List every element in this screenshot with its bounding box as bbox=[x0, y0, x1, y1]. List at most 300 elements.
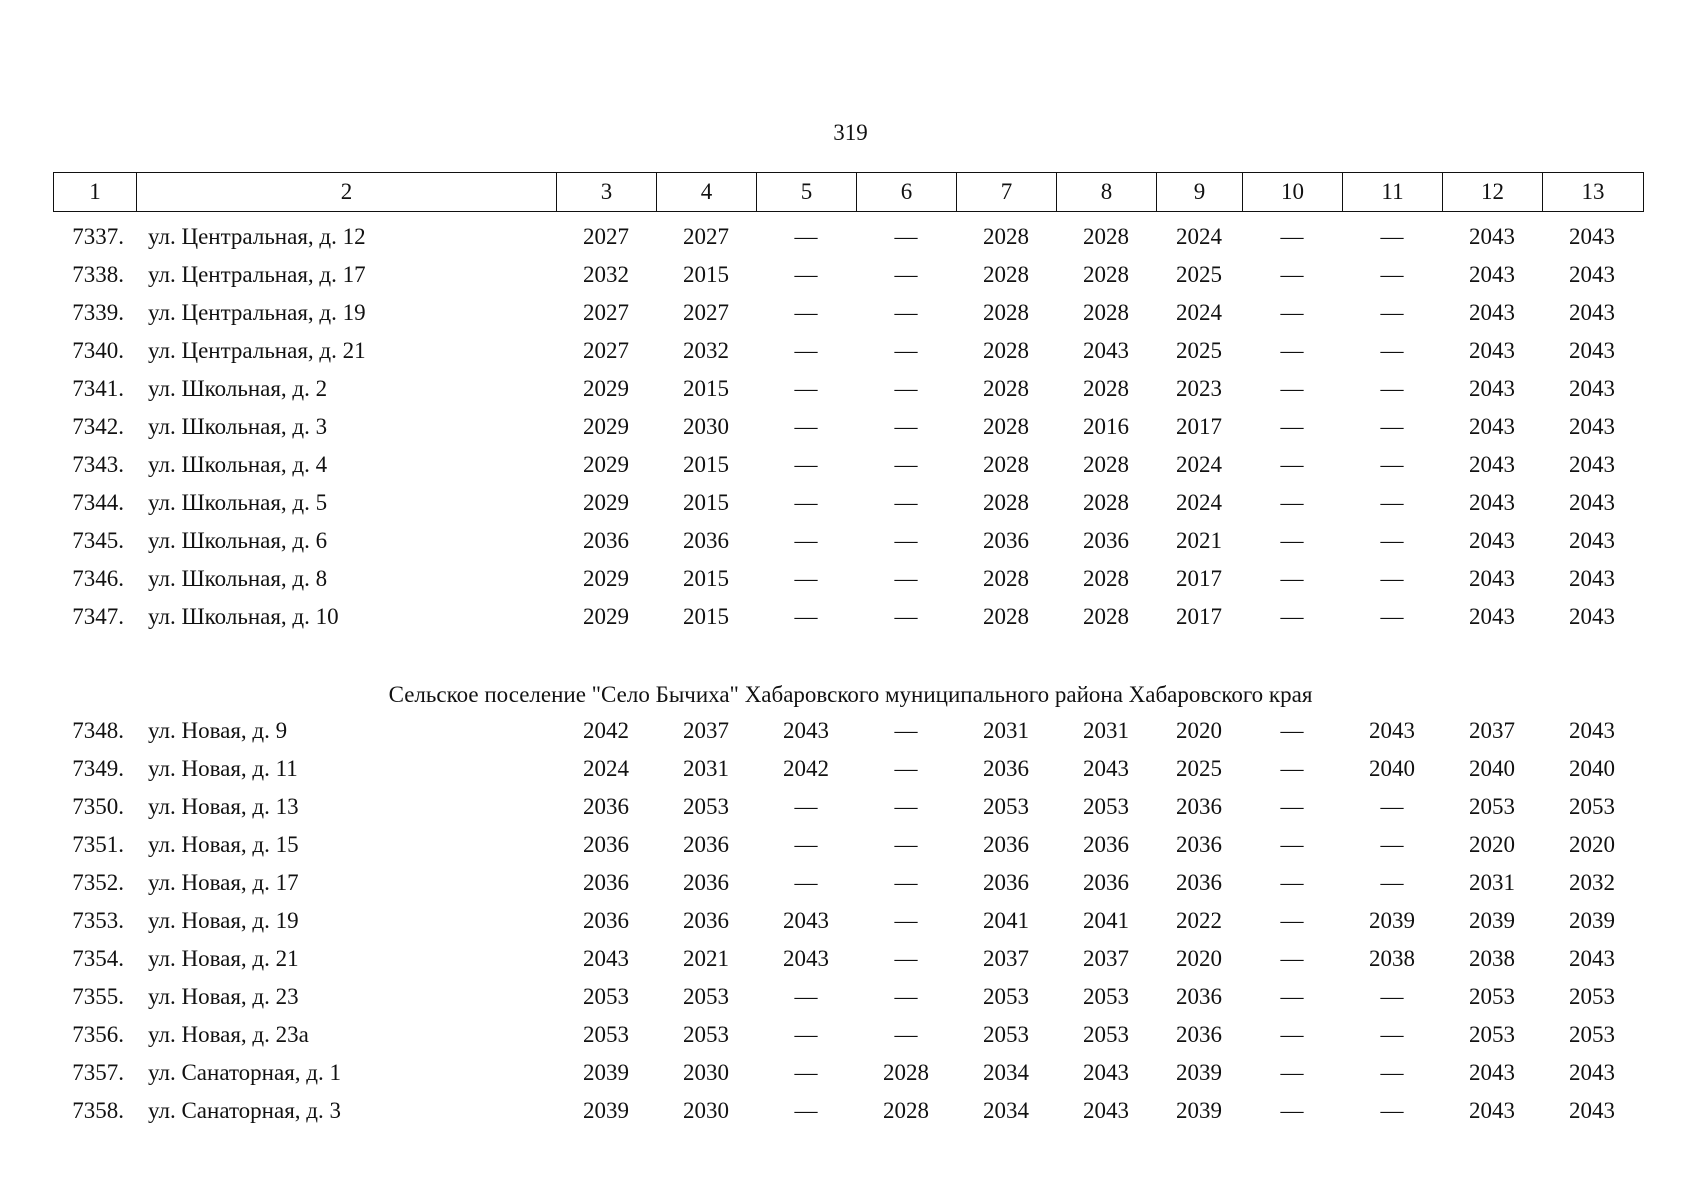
year-cell: 2043 bbox=[1569, 300, 1615, 325]
year-cell: 2028 bbox=[983, 452, 1029, 477]
year-cell: 2030 bbox=[683, 414, 729, 439]
year-cell: 2042 bbox=[783, 756, 829, 781]
year-cell: 2053 bbox=[983, 794, 1029, 819]
table-section-2 bbox=[53, 712, 1642, 1130]
year-cell: — bbox=[794, 338, 818, 363]
header-cell: 4 bbox=[657, 173, 757, 211]
year-cell: — bbox=[1280, 452, 1304, 477]
year-cell: — bbox=[1280, 300, 1304, 325]
year-cell: 2020 bbox=[1469, 832, 1515, 857]
address-cell: ул. Центральная, д. 17 bbox=[148, 262, 366, 287]
table-row bbox=[53, 408, 1642, 446]
table-row bbox=[53, 940, 1642, 978]
year-cell: 2043 bbox=[1469, 414, 1515, 439]
year-cell: 2028 bbox=[1083, 300, 1129, 325]
address-cell: ул. Новая, д. 15 bbox=[148, 832, 299, 857]
year-cell: — bbox=[1380, 1060, 1404, 1085]
year-cell: 2031 bbox=[1083, 718, 1129, 743]
address-cell: ул. Санаторная, д. 1 bbox=[148, 1060, 341, 1085]
year-cell: 2043 bbox=[1569, 946, 1615, 971]
header-cell: 7 bbox=[957, 173, 1057, 211]
year-cell: 2043 bbox=[1469, 604, 1515, 629]
year-cell: 2028 bbox=[983, 376, 1029, 401]
year-cell: 2036 bbox=[583, 528, 629, 553]
year-cell: 2043 bbox=[1569, 490, 1615, 515]
year-cell: 2036 bbox=[1176, 870, 1222, 895]
year-cell: 2053 bbox=[683, 794, 729, 819]
header-cell: 12 bbox=[1443, 173, 1543, 211]
header-cell: 3 bbox=[557, 173, 657, 211]
year-cell: 2038 bbox=[1369, 946, 1415, 971]
row-number: 7358. bbox=[72, 1098, 124, 1123]
table-row bbox=[53, 560, 1642, 598]
address-cell: ул. Новая, д. 23а bbox=[148, 1022, 309, 1047]
year-cell: 2034 bbox=[983, 1098, 1029, 1123]
address-cell: ул. Школьная, д. 10 bbox=[148, 604, 339, 629]
year-cell: — bbox=[794, 794, 818, 819]
year-cell: 2030 bbox=[683, 1098, 729, 1123]
year-cell: — bbox=[1280, 224, 1304, 249]
year-cell: 2053 bbox=[1083, 794, 1129, 819]
header-cell: 8 bbox=[1057, 173, 1157, 211]
address-cell: ул. Школьная, д. 4 bbox=[148, 452, 328, 477]
year-cell: 2039 bbox=[583, 1098, 629, 1123]
table-header bbox=[53, 172, 1644, 212]
year-cell: 2043 bbox=[1569, 1098, 1615, 1123]
year-cell: 2020 bbox=[1569, 832, 1615, 857]
year-cell: 2027 bbox=[583, 338, 629, 363]
year-cell: 2036 bbox=[583, 794, 629, 819]
year-cell: 2043 bbox=[1469, 566, 1515, 591]
year-cell: — bbox=[894, 756, 918, 781]
year-cell: 2036 bbox=[1176, 984, 1222, 1009]
row-number: 7345. bbox=[72, 528, 124, 553]
year-cell: — bbox=[794, 224, 818, 249]
year-cell: — bbox=[1380, 832, 1404, 857]
year-cell: — bbox=[1280, 490, 1304, 515]
year-cell: 2043 bbox=[1569, 604, 1615, 629]
address-cell: ул. Новая, д. 19 bbox=[148, 908, 299, 933]
table-row bbox=[53, 218, 1642, 256]
year-cell: 2036 bbox=[683, 870, 729, 895]
year-cell: — bbox=[1280, 870, 1304, 895]
year-cell: 2032 bbox=[1569, 870, 1615, 895]
year-cell: 2053 bbox=[983, 984, 1029, 1009]
year-cell: — bbox=[794, 604, 818, 629]
year-cell: — bbox=[1280, 908, 1304, 933]
year-cell: — bbox=[1380, 338, 1404, 363]
row-number: 7343. bbox=[72, 452, 124, 477]
address-cell: ул. Школьная, д. 6 bbox=[148, 528, 328, 553]
year-cell: 2038 bbox=[1469, 946, 1515, 971]
year-cell: 2024 bbox=[1176, 224, 1222, 249]
year-cell: — bbox=[1380, 376, 1404, 401]
year-cell: — bbox=[1380, 1098, 1404, 1123]
year-cell: 2024 bbox=[1176, 452, 1222, 477]
year-cell: 2027 bbox=[683, 300, 729, 325]
year-cell: 2043 bbox=[1469, 224, 1515, 249]
year-cell: — bbox=[794, 1098, 818, 1123]
row-number: 7339. bbox=[72, 300, 124, 325]
year-cell: 2028 bbox=[883, 1098, 929, 1123]
year-cell: 2036 bbox=[1176, 1022, 1222, 1047]
year-cell: 2034 bbox=[983, 1060, 1029, 1085]
year-cell: 2032 bbox=[683, 338, 729, 363]
table-section-1 bbox=[53, 218, 1642, 636]
year-cell: 2015 bbox=[683, 604, 729, 629]
year-cell: 2028 bbox=[983, 566, 1029, 591]
year-cell: — bbox=[894, 718, 918, 743]
year-cell: 2022 bbox=[1176, 908, 1222, 933]
year-cell: 2029 bbox=[583, 604, 629, 629]
year-cell: — bbox=[794, 300, 818, 325]
year-cell: 2053 bbox=[1469, 984, 1515, 1009]
year-cell: — bbox=[1380, 566, 1404, 591]
year-cell: 2024 bbox=[1176, 490, 1222, 515]
year-cell: 2028 bbox=[1083, 376, 1129, 401]
year-cell: 2028 bbox=[983, 490, 1029, 515]
table-row bbox=[53, 522, 1642, 560]
year-cell: 2043 bbox=[1469, 262, 1515, 287]
year-cell: — bbox=[1280, 262, 1304, 287]
year-cell: 2015 bbox=[683, 452, 729, 477]
year-cell: 2043 bbox=[1569, 262, 1615, 287]
year-cell: 2041 bbox=[983, 908, 1029, 933]
year-cell: — bbox=[894, 794, 918, 819]
year-cell: — bbox=[894, 870, 918, 895]
year-cell: 2041 bbox=[1083, 908, 1129, 933]
year-cell: 2039 bbox=[1369, 908, 1415, 933]
year-cell: 2016 bbox=[1083, 414, 1129, 439]
year-cell: 2039 bbox=[1569, 908, 1615, 933]
year-cell: — bbox=[1380, 300, 1404, 325]
table-row bbox=[53, 1092, 1642, 1130]
year-cell: 2043 bbox=[1569, 566, 1615, 591]
row-number: 7340. bbox=[72, 338, 124, 363]
year-cell: 2029 bbox=[583, 414, 629, 439]
header-cell: 11 bbox=[1343, 173, 1443, 211]
year-cell: 2021 bbox=[1176, 528, 1222, 553]
year-cell: 2029 bbox=[583, 376, 629, 401]
year-cell: — bbox=[894, 414, 918, 439]
year-cell: 2043 bbox=[1469, 376, 1515, 401]
year-cell: 2028 bbox=[883, 1060, 929, 1085]
table-row bbox=[53, 902, 1642, 940]
year-cell: 2043 bbox=[1083, 338, 1129, 363]
section-title: Сельское поселение "Село Бычиха" Хабаровского муниципального района Хабаровского края bbox=[388, 682, 1313, 707]
year-cell: — bbox=[794, 870, 818, 895]
table-row bbox=[53, 1016, 1642, 1054]
year-cell: — bbox=[894, 490, 918, 515]
year-cell: — bbox=[1280, 718, 1304, 743]
year-cell: 2043 bbox=[1083, 1060, 1129, 1085]
header-cell: 13 bbox=[1581, 179, 1605, 204]
year-cell: 2036 bbox=[583, 832, 629, 857]
year-cell: — bbox=[1380, 224, 1404, 249]
year-cell: — bbox=[894, 376, 918, 401]
year-cell: — bbox=[794, 262, 818, 287]
year-cell: 2039 bbox=[1469, 908, 1515, 933]
year-cell: 2028 bbox=[983, 224, 1029, 249]
year-cell: 2028 bbox=[1083, 566, 1129, 591]
header-cell: 5 bbox=[757, 173, 857, 211]
year-cell: 2053 bbox=[1569, 794, 1615, 819]
row-number: 7350. bbox=[72, 794, 124, 819]
year-cell: 2027 bbox=[683, 224, 729, 249]
year-cell: — bbox=[794, 832, 818, 857]
year-cell: 2025 bbox=[1176, 338, 1222, 363]
address-cell: ул. Новая, д. 11 bbox=[148, 756, 298, 781]
year-cell: 2036 bbox=[983, 756, 1029, 781]
row-number: 7351. bbox=[72, 832, 124, 857]
year-cell: 2028 bbox=[1083, 490, 1129, 515]
year-cell: — bbox=[1380, 490, 1404, 515]
year-cell: 2053 bbox=[683, 1022, 729, 1047]
year-cell: — bbox=[1280, 832, 1304, 857]
year-cell: — bbox=[1380, 452, 1404, 477]
year-cell: 2043 bbox=[1569, 338, 1615, 363]
year-cell: 2037 bbox=[683, 718, 729, 743]
year-cell: — bbox=[1380, 528, 1404, 553]
address-cell: ул. Новая, д. 17 bbox=[148, 870, 299, 895]
year-cell: — bbox=[894, 604, 918, 629]
year-cell: 2025 bbox=[1176, 756, 1222, 781]
header-cell: 9 bbox=[1157, 173, 1243, 211]
year-cell: — bbox=[894, 338, 918, 363]
year-cell: 2043 bbox=[1569, 414, 1615, 439]
year-cell: 2043 bbox=[1469, 528, 1515, 553]
year-cell: — bbox=[794, 1060, 818, 1085]
year-cell: 2053 bbox=[1569, 984, 1615, 1009]
row-number: 7347. bbox=[72, 604, 124, 629]
year-cell: — bbox=[1280, 414, 1304, 439]
year-cell: 2043 bbox=[783, 718, 829, 743]
year-cell: 2015 bbox=[683, 490, 729, 515]
year-cell: 2043 bbox=[1469, 490, 1515, 515]
year-cell: 2053 bbox=[583, 1022, 629, 1047]
year-cell: 2053 bbox=[1083, 1022, 1129, 1047]
header-cell: 6 bbox=[857, 173, 957, 211]
year-cell: — bbox=[894, 832, 918, 857]
year-cell: — bbox=[894, 452, 918, 477]
year-cell: 2036 bbox=[983, 870, 1029, 895]
table-row bbox=[53, 826, 1642, 864]
year-cell: — bbox=[1280, 756, 1304, 781]
year-cell: — bbox=[794, 984, 818, 1009]
row-number: 7357. bbox=[72, 1060, 124, 1085]
year-cell: — bbox=[894, 262, 918, 287]
year-cell: 2043 bbox=[1469, 338, 1515, 363]
year-cell: — bbox=[794, 566, 818, 591]
year-cell: 2043 bbox=[1469, 452, 1515, 477]
row-number: 7352. bbox=[72, 870, 124, 895]
address-cell: ул. Центральная, д. 19 bbox=[148, 300, 366, 325]
year-cell: 2039 bbox=[1176, 1098, 1222, 1123]
address-cell: ул. Новая, д. 13 bbox=[148, 794, 299, 819]
year-cell: 2029 bbox=[583, 490, 629, 515]
year-cell: 2036 bbox=[683, 528, 729, 553]
year-cell: 2039 bbox=[1176, 1060, 1222, 1085]
year-cell: 2025 bbox=[1176, 262, 1222, 287]
table-row bbox=[53, 1054, 1642, 1092]
year-cell: — bbox=[1380, 984, 1404, 1009]
year-cell: — bbox=[894, 908, 918, 933]
address-cell: ул. Центральная, д. 12 bbox=[148, 224, 366, 249]
year-cell: 2036 bbox=[683, 908, 729, 933]
year-cell: 2043 bbox=[783, 908, 829, 933]
year-cell: 2028 bbox=[983, 414, 1029, 439]
table-row bbox=[53, 332, 1642, 370]
table-row bbox=[53, 370, 1642, 408]
year-cell: 2031 bbox=[683, 756, 729, 781]
year-cell: — bbox=[794, 452, 818, 477]
year-cell: — bbox=[1280, 1060, 1304, 1085]
year-cell: 2021 bbox=[683, 946, 729, 971]
year-cell: 2028 bbox=[983, 604, 1029, 629]
year-cell: — bbox=[1380, 262, 1404, 287]
year-cell: 2043 bbox=[1569, 224, 1615, 249]
year-cell: — bbox=[1280, 984, 1304, 1009]
year-cell: — bbox=[794, 414, 818, 439]
year-cell: — bbox=[1280, 376, 1304, 401]
year-cell: — bbox=[1380, 870, 1404, 895]
year-cell: 2037 bbox=[1083, 946, 1129, 971]
year-cell: — bbox=[794, 490, 818, 515]
year-cell: — bbox=[894, 300, 918, 325]
year-cell: 2037 bbox=[1469, 718, 1515, 743]
address-cell: ул. Новая, д. 23 bbox=[148, 984, 299, 1009]
year-cell: — bbox=[894, 946, 918, 971]
year-cell: — bbox=[1280, 1098, 1304, 1123]
year-cell: — bbox=[1280, 528, 1304, 553]
year-cell: — bbox=[1280, 604, 1304, 629]
header-cell: 1 bbox=[54, 173, 137, 211]
year-cell: 2024 bbox=[583, 756, 629, 781]
row-number: 7348. bbox=[72, 718, 124, 743]
year-cell: — bbox=[1380, 1022, 1404, 1047]
year-cell: 2053 bbox=[1569, 1022, 1615, 1047]
year-cell: 2029 bbox=[583, 566, 629, 591]
year-cell: 2036 bbox=[683, 832, 729, 857]
year-cell: 2027 bbox=[583, 224, 629, 249]
table-row bbox=[53, 864, 1642, 902]
year-cell: 2036 bbox=[1083, 528, 1129, 553]
year-cell: 2043 bbox=[1083, 756, 1129, 781]
page-number: 319 bbox=[833, 120, 868, 145]
year-cell: 2042 bbox=[583, 718, 629, 743]
year-cell: 2015 bbox=[683, 376, 729, 401]
year-cell: 2043 bbox=[1469, 1098, 1515, 1123]
row-number: 7355. bbox=[72, 984, 124, 1009]
year-cell: 2040 bbox=[1369, 756, 1415, 781]
table-row bbox=[53, 788, 1642, 826]
table-row bbox=[53, 446, 1642, 484]
year-cell: 2037 bbox=[983, 946, 1029, 971]
year-cell: 2028 bbox=[983, 338, 1029, 363]
header-cell: 10 bbox=[1243, 173, 1343, 211]
year-cell: 2043 bbox=[1569, 452, 1615, 477]
year-cell: 2036 bbox=[1083, 870, 1129, 895]
address-cell: ул. Новая, д. 21 bbox=[148, 946, 299, 971]
year-cell: 2017 bbox=[1176, 414, 1222, 439]
year-cell: 2017 bbox=[1176, 604, 1222, 629]
address-cell: ул. Школьная, д. 8 bbox=[148, 566, 328, 591]
year-cell: — bbox=[1380, 794, 1404, 819]
table-row bbox=[53, 750, 1642, 788]
table-row bbox=[53, 598, 1642, 636]
year-cell: — bbox=[1280, 946, 1304, 971]
table-row bbox=[53, 294, 1642, 332]
year-cell: 2028 bbox=[1083, 224, 1129, 249]
year-cell: 2028 bbox=[1083, 452, 1129, 477]
year-cell: 2040 bbox=[1469, 756, 1515, 781]
table-row bbox=[53, 484, 1642, 522]
year-cell: — bbox=[794, 376, 818, 401]
year-cell: — bbox=[794, 528, 818, 553]
table-row bbox=[53, 978, 1642, 1016]
year-cell: 2043 bbox=[583, 946, 629, 971]
year-cell: — bbox=[894, 528, 918, 553]
address-cell: ул. Санаторная, д. 3 bbox=[148, 1098, 341, 1123]
row-number: 7344. bbox=[72, 490, 124, 515]
year-cell: 2015 bbox=[683, 262, 729, 287]
year-cell: 2053 bbox=[1469, 1022, 1515, 1047]
year-cell: 2028 bbox=[983, 262, 1029, 287]
year-cell: 2036 bbox=[583, 870, 629, 895]
year-cell: 2024 bbox=[1176, 300, 1222, 325]
year-cell: 2027 bbox=[583, 300, 629, 325]
year-cell: 2036 bbox=[1176, 832, 1222, 857]
year-cell: 2036 bbox=[583, 908, 629, 933]
year-cell: 2053 bbox=[1469, 794, 1515, 819]
row-number: 7356. bbox=[72, 1022, 124, 1047]
year-cell: — bbox=[1380, 604, 1404, 629]
year-cell: — bbox=[1280, 338, 1304, 363]
year-cell: — bbox=[1280, 566, 1304, 591]
year-cell: 2031 bbox=[1469, 870, 1515, 895]
year-cell: 2043 bbox=[1569, 528, 1615, 553]
row-number: 7353. bbox=[72, 908, 124, 933]
year-cell: 2036 bbox=[983, 528, 1029, 553]
address-cell: ул. Центральная, д. 21 bbox=[148, 338, 366, 363]
year-cell: 2015 bbox=[683, 566, 729, 591]
year-cell: 2023 bbox=[1176, 376, 1222, 401]
year-cell: — bbox=[894, 984, 918, 1009]
header-cell: 2 bbox=[137, 173, 557, 211]
year-cell: — bbox=[894, 566, 918, 591]
year-cell: 2043 bbox=[1469, 1060, 1515, 1085]
year-cell: 2053 bbox=[983, 1022, 1029, 1047]
address-cell: ул. Школьная, д. 3 bbox=[148, 414, 328, 439]
year-cell: 2030 bbox=[683, 1060, 729, 1085]
year-cell: — bbox=[894, 224, 918, 249]
address-cell: ул. Школьная, д. 5 bbox=[148, 490, 328, 515]
year-cell: 2032 bbox=[583, 262, 629, 287]
row-number: 7337. bbox=[72, 224, 124, 249]
year-cell: 2043 bbox=[1469, 300, 1515, 325]
row-number: 7342. bbox=[72, 414, 124, 439]
year-cell: 2043 bbox=[783, 946, 829, 971]
year-cell: 2036 bbox=[983, 832, 1029, 857]
year-cell: 2053 bbox=[583, 984, 629, 1009]
row-number: 7346. bbox=[72, 566, 124, 591]
year-cell: — bbox=[1280, 1022, 1304, 1047]
year-cell: 2020 bbox=[1176, 718, 1222, 743]
year-cell: 2020 bbox=[1176, 946, 1222, 971]
year-cell: 2043 bbox=[1569, 1060, 1615, 1085]
year-cell: 2040 bbox=[1569, 756, 1615, 781]
row-number: 7354. bbox=[72, 946, 124, 971]
